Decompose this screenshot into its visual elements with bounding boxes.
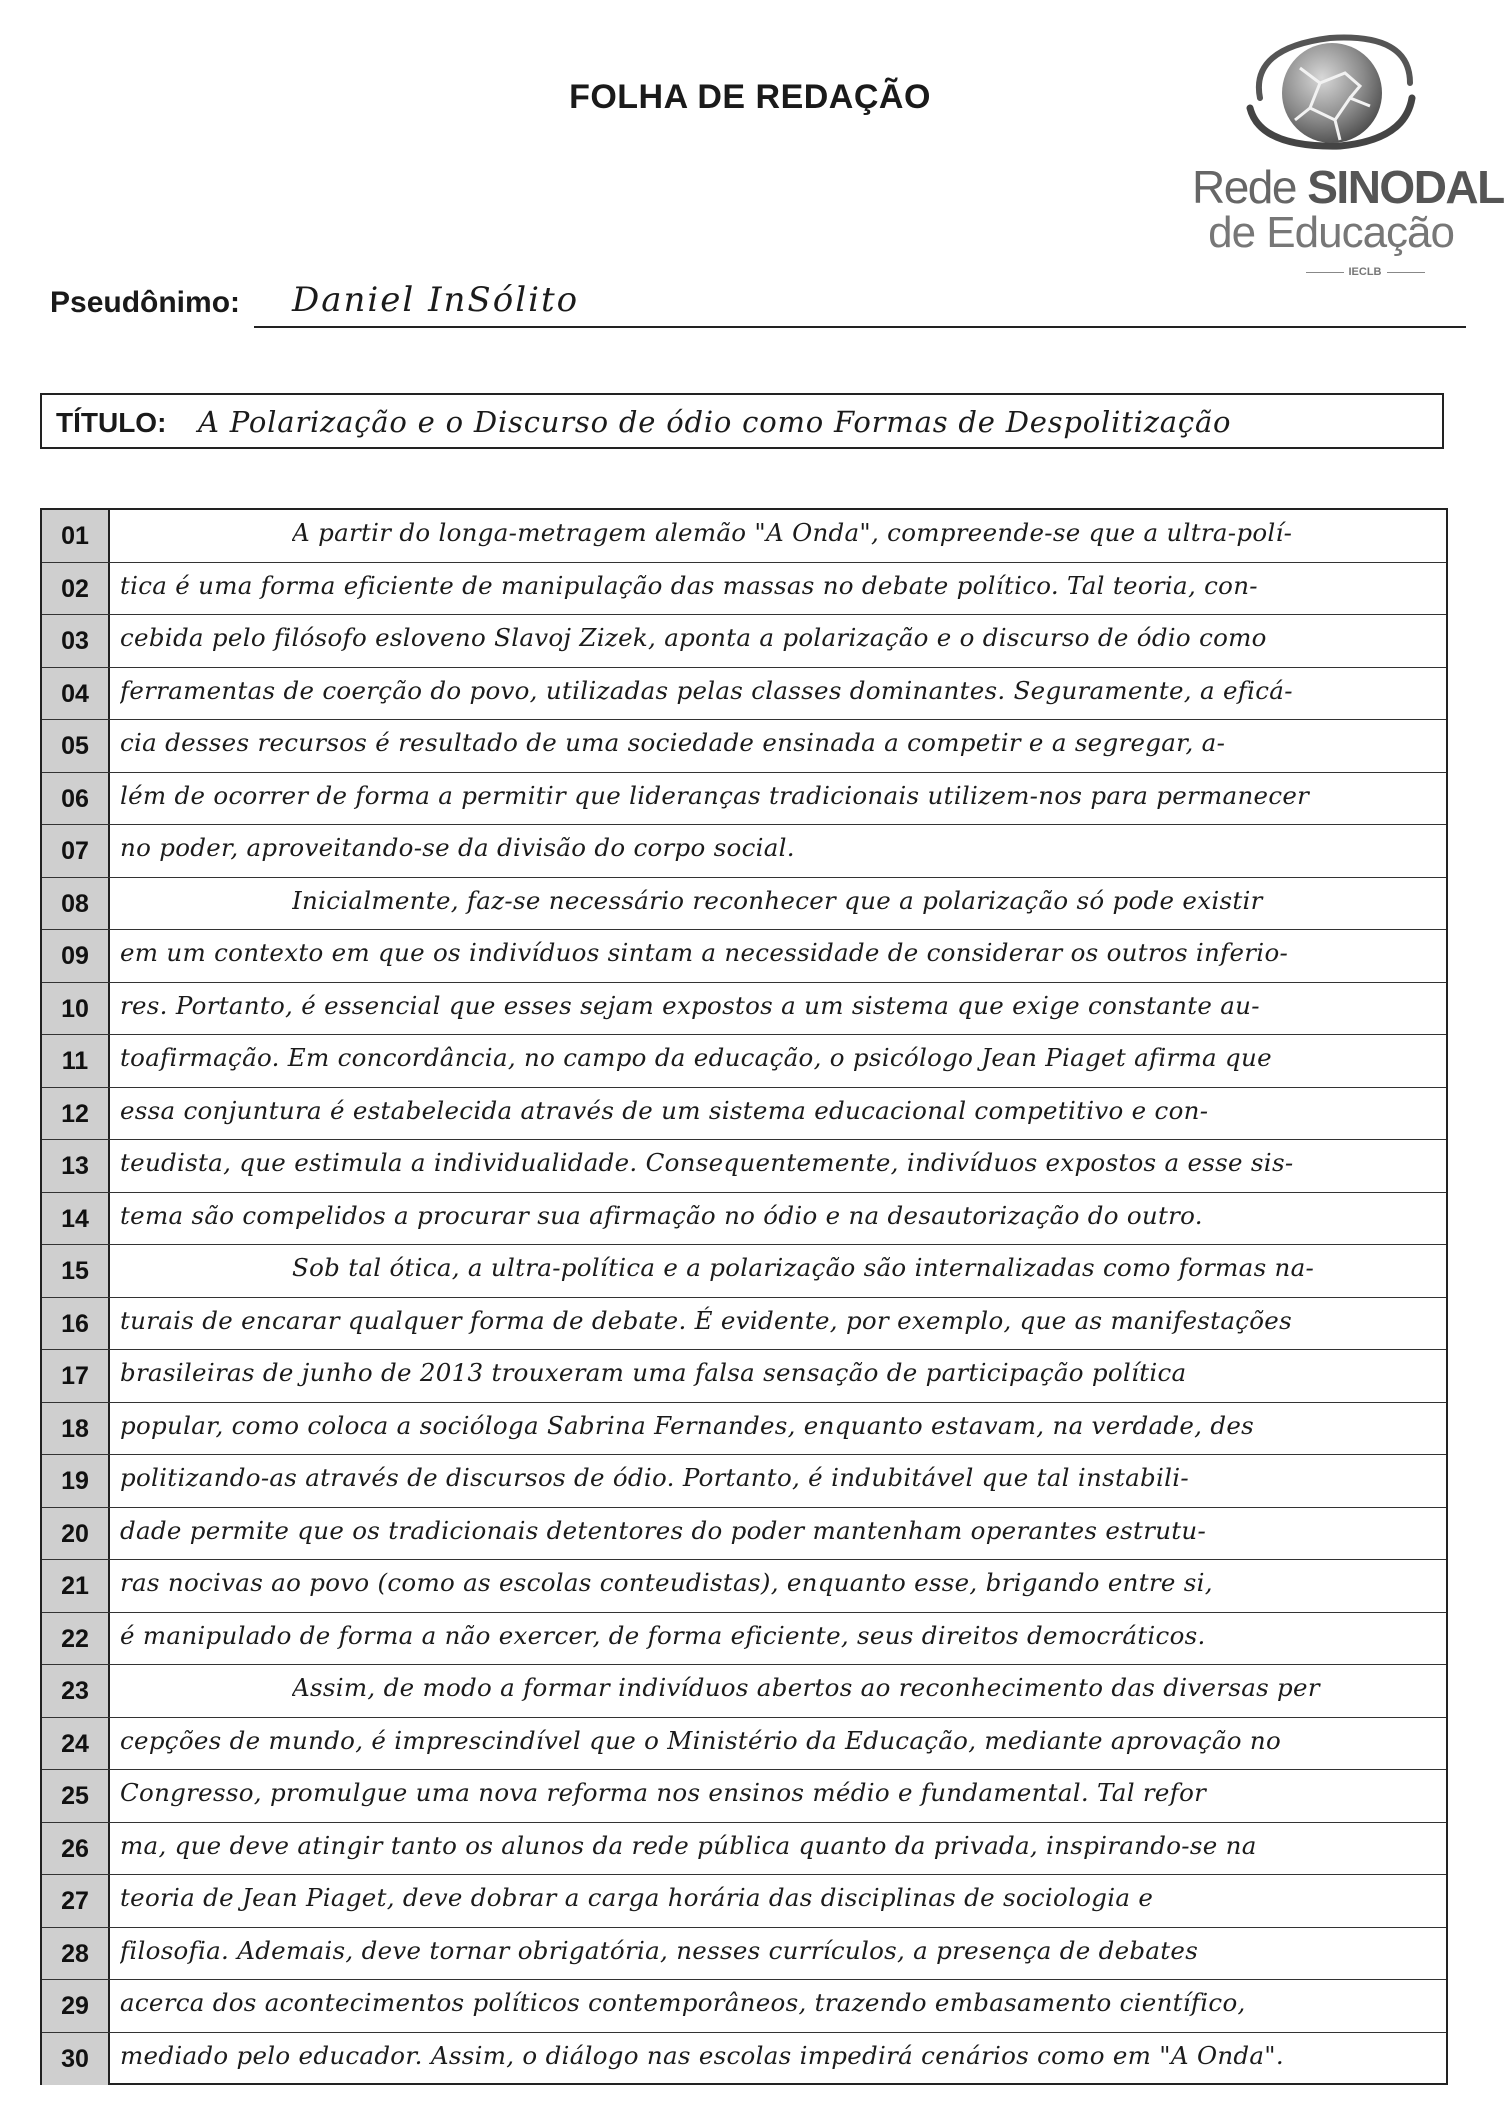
essay-line — [42, 1035, 1446, 1088]
essay-line — [42, 1455, 1446, 1508]
line-number: 12 — [42, 1088, 110, 1140]
line-number: 26 — [42, 1823, 110, 1875]
essay-line — [42, 563, 1446, 616]
essay-line — [42, 2033, 1446, 2086]
line-text: A partir do longa-metragem alemão "A Onda", compreende-se que a ultra-polí- — [292, 518, 1293, 547]
pseudonym-underline — [254, 326, 1466, 328]
essay-line — [42, 1088, 1446, 1141]
essay-line — [42, 1245, 1446, 1298]
line-text: tica é uma forma eficiente de manipulação das massas no debate político. Tal teoria, con- — [120, 570, 1258, 600]
line-text: ras nocivas ao povo (como as escolas conteudistas), enquanto esse, brigando entre si, — [120, 1568, 1213, 1597]
line-text: teudista, que estimula a individualidade. Consequentemente, indivíduos expostos a esse sis- — [120, 1148, 1294, 1177]
title-value: A Polarização e o Discurso de ódio como Formas de Despolitização — [198, 405, 1232, 439]
line-text: teoria de Jean Piaget, deve dobrar a carga horária das disciplinas de sociologia e — [120, 1883, 1154, 1912]
line-text: Sob tal ótica, a ultra-política e a polarização são internalizadas como formas na- — [292, 1253, 1315, 1282]
line-text: turais de encarar qualquer forma de debate. É evidente, por exemplo, que as manifestações — [120, 1305, 1292, 1335]
essay-line — [42, 1665, 1446, 1718]
line-number: 24 — [42, 1718, 110, 1770]
line-number: 14 — [42, 1193, 110, 1245]
title-label: TÍTULO: — [56, 407, 167, 438]
line-text: é manipulado de forma a não exercer, de forma eficiente, seus direitos democráticos. — [120, 1620, 1206, 1650]
essay-line — [42, 773, 1446, 826]
essay-line — [42, 825, 1446, 878]
line-number: 16 — [42, 1298, 110, 1350]
essay-line — [42, 668, 1446, 721]
line-text: popular, como coloca a socióloga Sabrina Fernandes, enquanto estavam, na verdade, des — [120, 1410, 1255, 1440]
line-text: ferramentas de coerção do povo, utilizadas pelas classes dominantes. Seguramente, a eficá- — [120, 675, 1293, 705]
essay-line — [42, 1508, 1446, 1561]
line-number: 03 — [42, 615, 110, 667]
line-text: essa conjuntura é estabelecida através de um sistema educacional competitivo e con- — [120, 1095, 1209, 1125]
line-text: cebida pelo filósofo esloveno Slavoj Zizek, aponta a polarização e o discurso de ódio como — [120, 623, 1267, 652]
line-number: 05 — [42, 720, 110, 772]
essay-line — [42, 1350, 1446, 1403]
essay-line — [42, 1980, 1446, 2033]
line-number: 08 — [42, 878, 110, 930]
line-text: em um contexto em que os indivíduos sintam a necessidade de considerar os outros inferio- — [120, 938, 1289, 967]
line-number: 27 — [42, 1875, 110, 1927]
line-text: dade permite que os tradicionais detentores do poder mantenham operantes estrutu- — [120, 1515, 1207, 1545]
essay-line — [42, 1823, 1446, 1876]
essay-line — [42, 615, 1446, 668]
line-text: tema são compelidos a procurar sua afirmação no ódio e na desautorização do outro. — [120, 1200, 1203, 1230]
line-text: lém de ocorrer de forma a permitir que lideranças tradicionais utilizem-nos para permanecer — [120, 780, 1310, 810]
line-number: 22 — [42, 1613, 110, 1665]
globe-icon — [1240, 28, 1420, 158]
line-text: filosofia. Ademais, deve tornar obrigatória, nesses currículos, a presença de debates — [120, 1935, 1199, 1965]
essay-lines — [40, 508, 1448, 2085]
essay-line — [42, 720, 1446, 773]
line-text: ma, que deve atingir tanto os alunos da rede pública quanto da privada, inspirando-se na — [120, 1830, 1257, 1860]
essay-line — [42, 1875, 1446, 1928]
essay-line — [42, 1613, 1446, 1666]
line-text: acerca dos acontecimentos políticos contemporâneos, trazendo embasamento científico, — [120, 1988, 1246, 2017]
brand-line-1: Rede SINODAL — [1192, 161, 1504, 213]
line-number: 15 — [42, 1245, 110, 1297]
line-text: mediado pelo educador. Assim, o diálogo nas escolas impedirá cenários como em "A Onda". — [120, 2040, 1284, 2070]
line-text: brasileiras de junho de 2013 trouxeram uma falsa sensação de participação política — [120, 1358, 1187, 1387]
line-number: 20 — [42, 1508, 110, 1560]
line-number: 01 — [42, 510, 110, 562]
essay-line — [42, 983, 1446, 1036]
line-text: politizando-as através de discursos de ódio. Portanto, é indubitável que tal instabili- — [120, 1463, 1190, 1492]
essay-line — [42, 1928, 1446, 1981]
line-text: Congresso, promulgue uma nova reforma nos ensinos médio e fundamental. Tal refor — [120, 1778, 1207, 1807]
sheet-title: FOLHA DE REDAÇÃO — [569, 78, 931, 116]
line-number: 19 — [42, 1455, 110, 1507]
line-number: 06 — [42, 773, 110, 825]
line-number: 21 — [42, 1560, 110, 1612]
line-number: 09 — [42, 930, 110, 982]
essay-line — [42, 1193, 1446, 1246]
line-number: 23 — [42, 1665, 110, 1717]
line-text: Inicialmente, faz-se necessário reconhecer que a polarização só pode existir — [292, 885, 1263, 915]
pseudonym-value: Daniel InSólito — [292, 280, 580, 320]
essay-line — [42, 930, 1446, 983]
essay-line — [42, 510, 1446, 563]
line-number: 25 — [42, 1770, 110, 1822]
line-number: 04 — [42, 668, 110, 720]
line-number: 29 — [42, 1980, 110, 2032]
essay-line — [42, 1403, 1446, 1456]
rede-sinodal-logo — [1170, 28, 1504, 278]
line-text: cia desses recursos é resultado de uma sociedade ensinada a competir e a segregar, a- — [120, 728, 1226, 757]
line-number: 18 — [42, 1403, 110, 1455]
line-number: 13 — [42, 1140, 110, 1192]
line-number: 07 — [42, 825, 110, 877]
line-number: 17 — [42, 1350, 110, 1402]
essay-line — [42, 1140, 1446, 1193]
line-text: Assim, de modo a formar indivíduos abertos ao reconhecimento das diversas per — [292, 1673, 1320, 1702]
line-number: 10 — [42, 983, 110, 1035]
line-text: no poder, aproveitando-se da divisão do corpo social. — [120, 833, 795, 862]
line-text: cepções de mundo, é imprescindível que o Ministério da Educação, mediante aprovação no — [120, 1725, 1282, 1755]
pseudonym-label: Pseudônimo: — [50, 286, 241, 319]
line-text: res. Portanto, é essencial que esses sejam expostos a um sistema que exige constante au- — [120, 990, 1260, 1020]
brand-line-2: de Educação — [1208, 208, 1454, 257]
essay-line — [42, 1718, 1446, 1771]
title-box — [40, 393, 1444, 449]
line-number: 30 — [42, 2033, 110, 2086]
brand-line-3: IECLB — [1300, 266, 1430, 278]
line-text: toafirmação. Em concordância, no campo da educação, o psicólogo Jean Piaget afirma que — [120, 1043, 1272, 1072]
essay-line — [42, 1560, 1446, 1613]
essay-line — [42, 1770, 1446, 1823]
line-number: 11 — [42, 1035, 110, 1087]
line-number: 28 — [42, 1928, 110, 1980]
essay-line — [42, 878, 1446, 931]
line-number: 02 — [42, 563, 110, 615]
essay-line — [42, 1298, 1446, 1351]
